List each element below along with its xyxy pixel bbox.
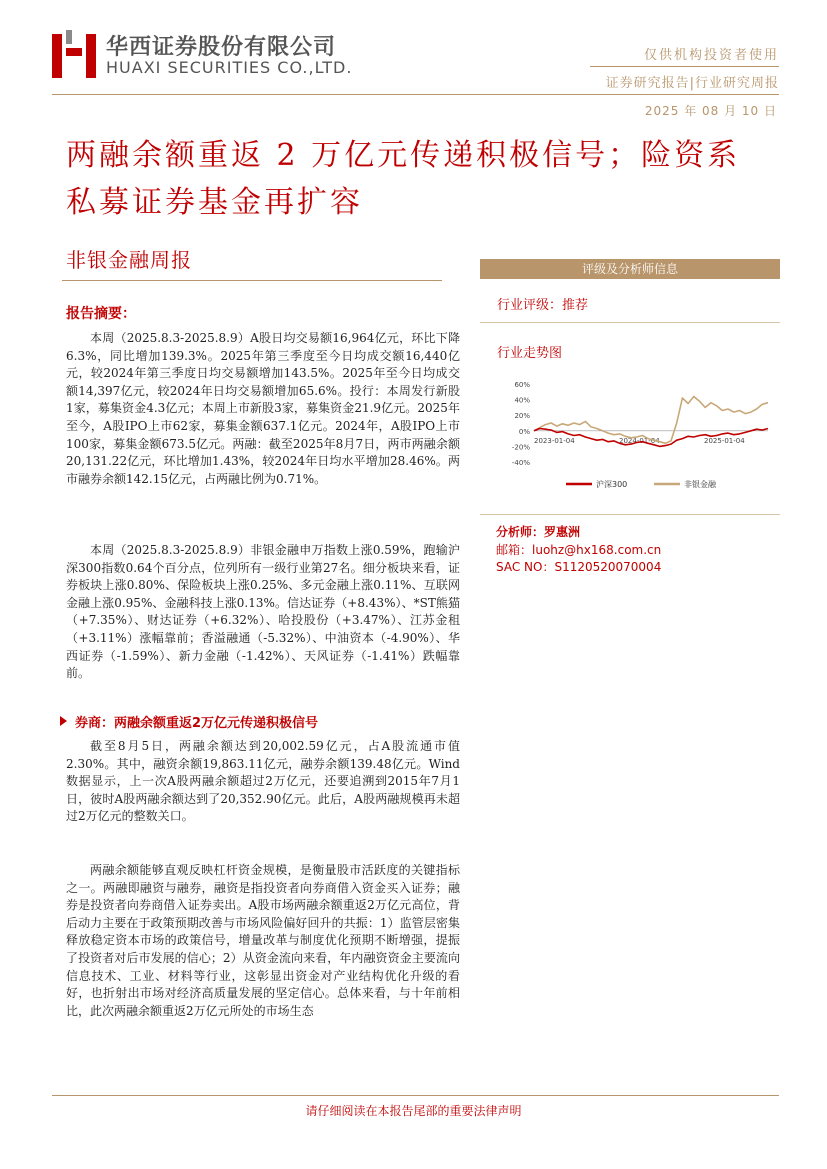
y-tick-label: -40%	[511, 459, 530, 467]
legend-label: 非银金融	[684, 480, 716, 489]
analyst-sac-number: SAC NO：S1120520070004	[496, 560, 662, 574]
summary-paragraph-2: 本周（2025.8.3-2025.8.9）非银金融申万指数上涨0.59%，跑输沪深300指数0.64个百分点，位列所有一级行业第27名。细分板块来看，证券板块上涨0.80%、保险板块上涨0.25%、多元金融上涨0.11%、互联网金融上涨0.95%、金融科技上涨0.13%。信达证券（+8.43%）、*ST熊猫（+7.35%）、财达证券（+6.32%）、哈投股份（+3.47%）、江苏金租（+3.11%）涨幅靠前；香溢融通（-5.32%）、中油资本（-4.90%）、华西证券（-1.59%）、新力金融（-1.42%）、天风证券（-1.41%）跌幅靠前。	[66, 543, 460, 681]
legend-label: 沪深300	[596, 480, 628, 489]
y-tick-label: -20%	[511, 443, 530, 452]
body-paragraph-3: 截至8月5日，两融余额达到20,002.59亿元，占A股流通市值2.30%。其中，融资余额19,863.11亿元，融券余额139.48亿元。Wind数据显示，上一次A股两融余额超过2万亿元，还要追溯到2015年7月1日，彼时A股两融余额达到了20,352.90亿元。此后，A股两融规模再未超过2万亿元的整数关口。	[66, 739, 460, 824]
analyst-name: 分析师：罗惠洲	[496, 525, 581, 539]
panel-divider-2	[480, 514, 780, 515]
legal-notice: 请仔细阅读在本报告尾部的重要法律声明	[305, 1104, 522, 1118]
trend-chart-title: 行业走势图	[497, 346, 563, 361]
subtitle-underline	[62, 280, 442, 281]
report-subtitle: 非银金融周报	[66, 248, 192, 272]
report-date: 2025 年 08 月 10 日	[644, 104, 777, 118]
panel-divider	[480, 322, 780, 323]
y-tick-label: 20%	[514, 412, 530, 421]
section-heading-text: 券商：两融余额重返2万亿元传递积极信号	[75, 716, 319, 731]
x-tick-label: 2023-01-04	[534, 436, 575, 445]
analyst-email: 邮箱：luohz@hx168.com.cn	[496, 543, 662, 557]
y-tick-label: 60%	[514, 381, 530, 389]
y-tick-label: 40%	[514, 396, 530, 405]
industry-rating: 行业评级：推荐	[497, 298, 589, 313]
huaxi-logo-icon	[52, 30, 96, 78]
industry-trend-chart	[506, 372, 776, 496]
rating-panel-heading: 评级及分析师信息	[480, 259, 780, 279]
header-divider	[52, 94, 779, 95]
company-name-en: HUAXI SECURITIES CO.,LTD.	[106, 58, 353, 77]
section-heading	[60, 712, 318, 731]
summary-label: 报告摘要：	[66, 306, 136, 322]
body-paragraph-4: 两融余额能够直观反映杠杆资金规模，是衡量股市活跃度的关键指标之一。两融即融资与融券，融资是指投资者向券商借入资金买入证券；融券是投资者向券商借入证券卖出。A股市场两融余额重返2万亿元高位，背后动力主要在于政策预期改善与市场风险偏好回升的共振：1）监管层密集释放稳定资本市场的政策信号，增量改革与制度优化预期不断增强，提振了投资者对后市发展的信心；2）从资金流向来看，年内融资资金主要流向信息技术、工业、材料等行业，这彰显出资金对产业结构优化升级的看好，也折射出市场对经济高质量发展的坚定信心。总体来看，与十年前相比，此次两融余额重返2万亿元所处的市场生态	[66, 863, 460, 1018]
company-name-cn: 华西证券股份有限公司	[106, 35, 337, 60]
footer-divider	[52, 1095, 779, 1096]
summary-paragraph-1: 本周（2025.8.3-2025.8.9）A股日均交易额16,964亿元，环比下降6.3%，同比增加139.3%。2025年第三季度至今日均成交额16,440亿元，较2024年第三季度日均交易额增加143.5%。2025年至今日均成交额14,397亿元，较2024年日均交易额增加65.6%。投行：本周发行新股1家，募集资金4.3亿元；本周上市新股3家，募集资金21.9亿元。2025年至今，A股IPO上市62家，募集金额637.1亿元。2024年，A股IPO上市100家，募集金额673.5亿元。两融：截至2025年8月7日，两市两融余额20,131.22亿元，环比增加1.43%，较2024年日均水平增加28.46%。两市融券余额142.15亿元，占两融比例为0.71%。	[66, 331, 460, 486]
y-tick-label: 0%	[518, 427, 530, 436]
x-tick-label: 2025-01-04	[704, 436, 745, 445]
audience-note: 仅供机构投资者使用	[643, 48, 779, 63]
report-title: 两融余额重返 2 万亿元传递积极信号；险资系私募证券基金再扩容	[66, 138, 741, 220]
x-tick-label: 2024-01-04	[619, 436, 660, 445]
header-divider-short	[590, 66, 779, 67]
report-type: 证券研究报告|行业研究周报	[605, 76, 779, 91]
section-arrow-icon	[60, 716, 67, 726]
